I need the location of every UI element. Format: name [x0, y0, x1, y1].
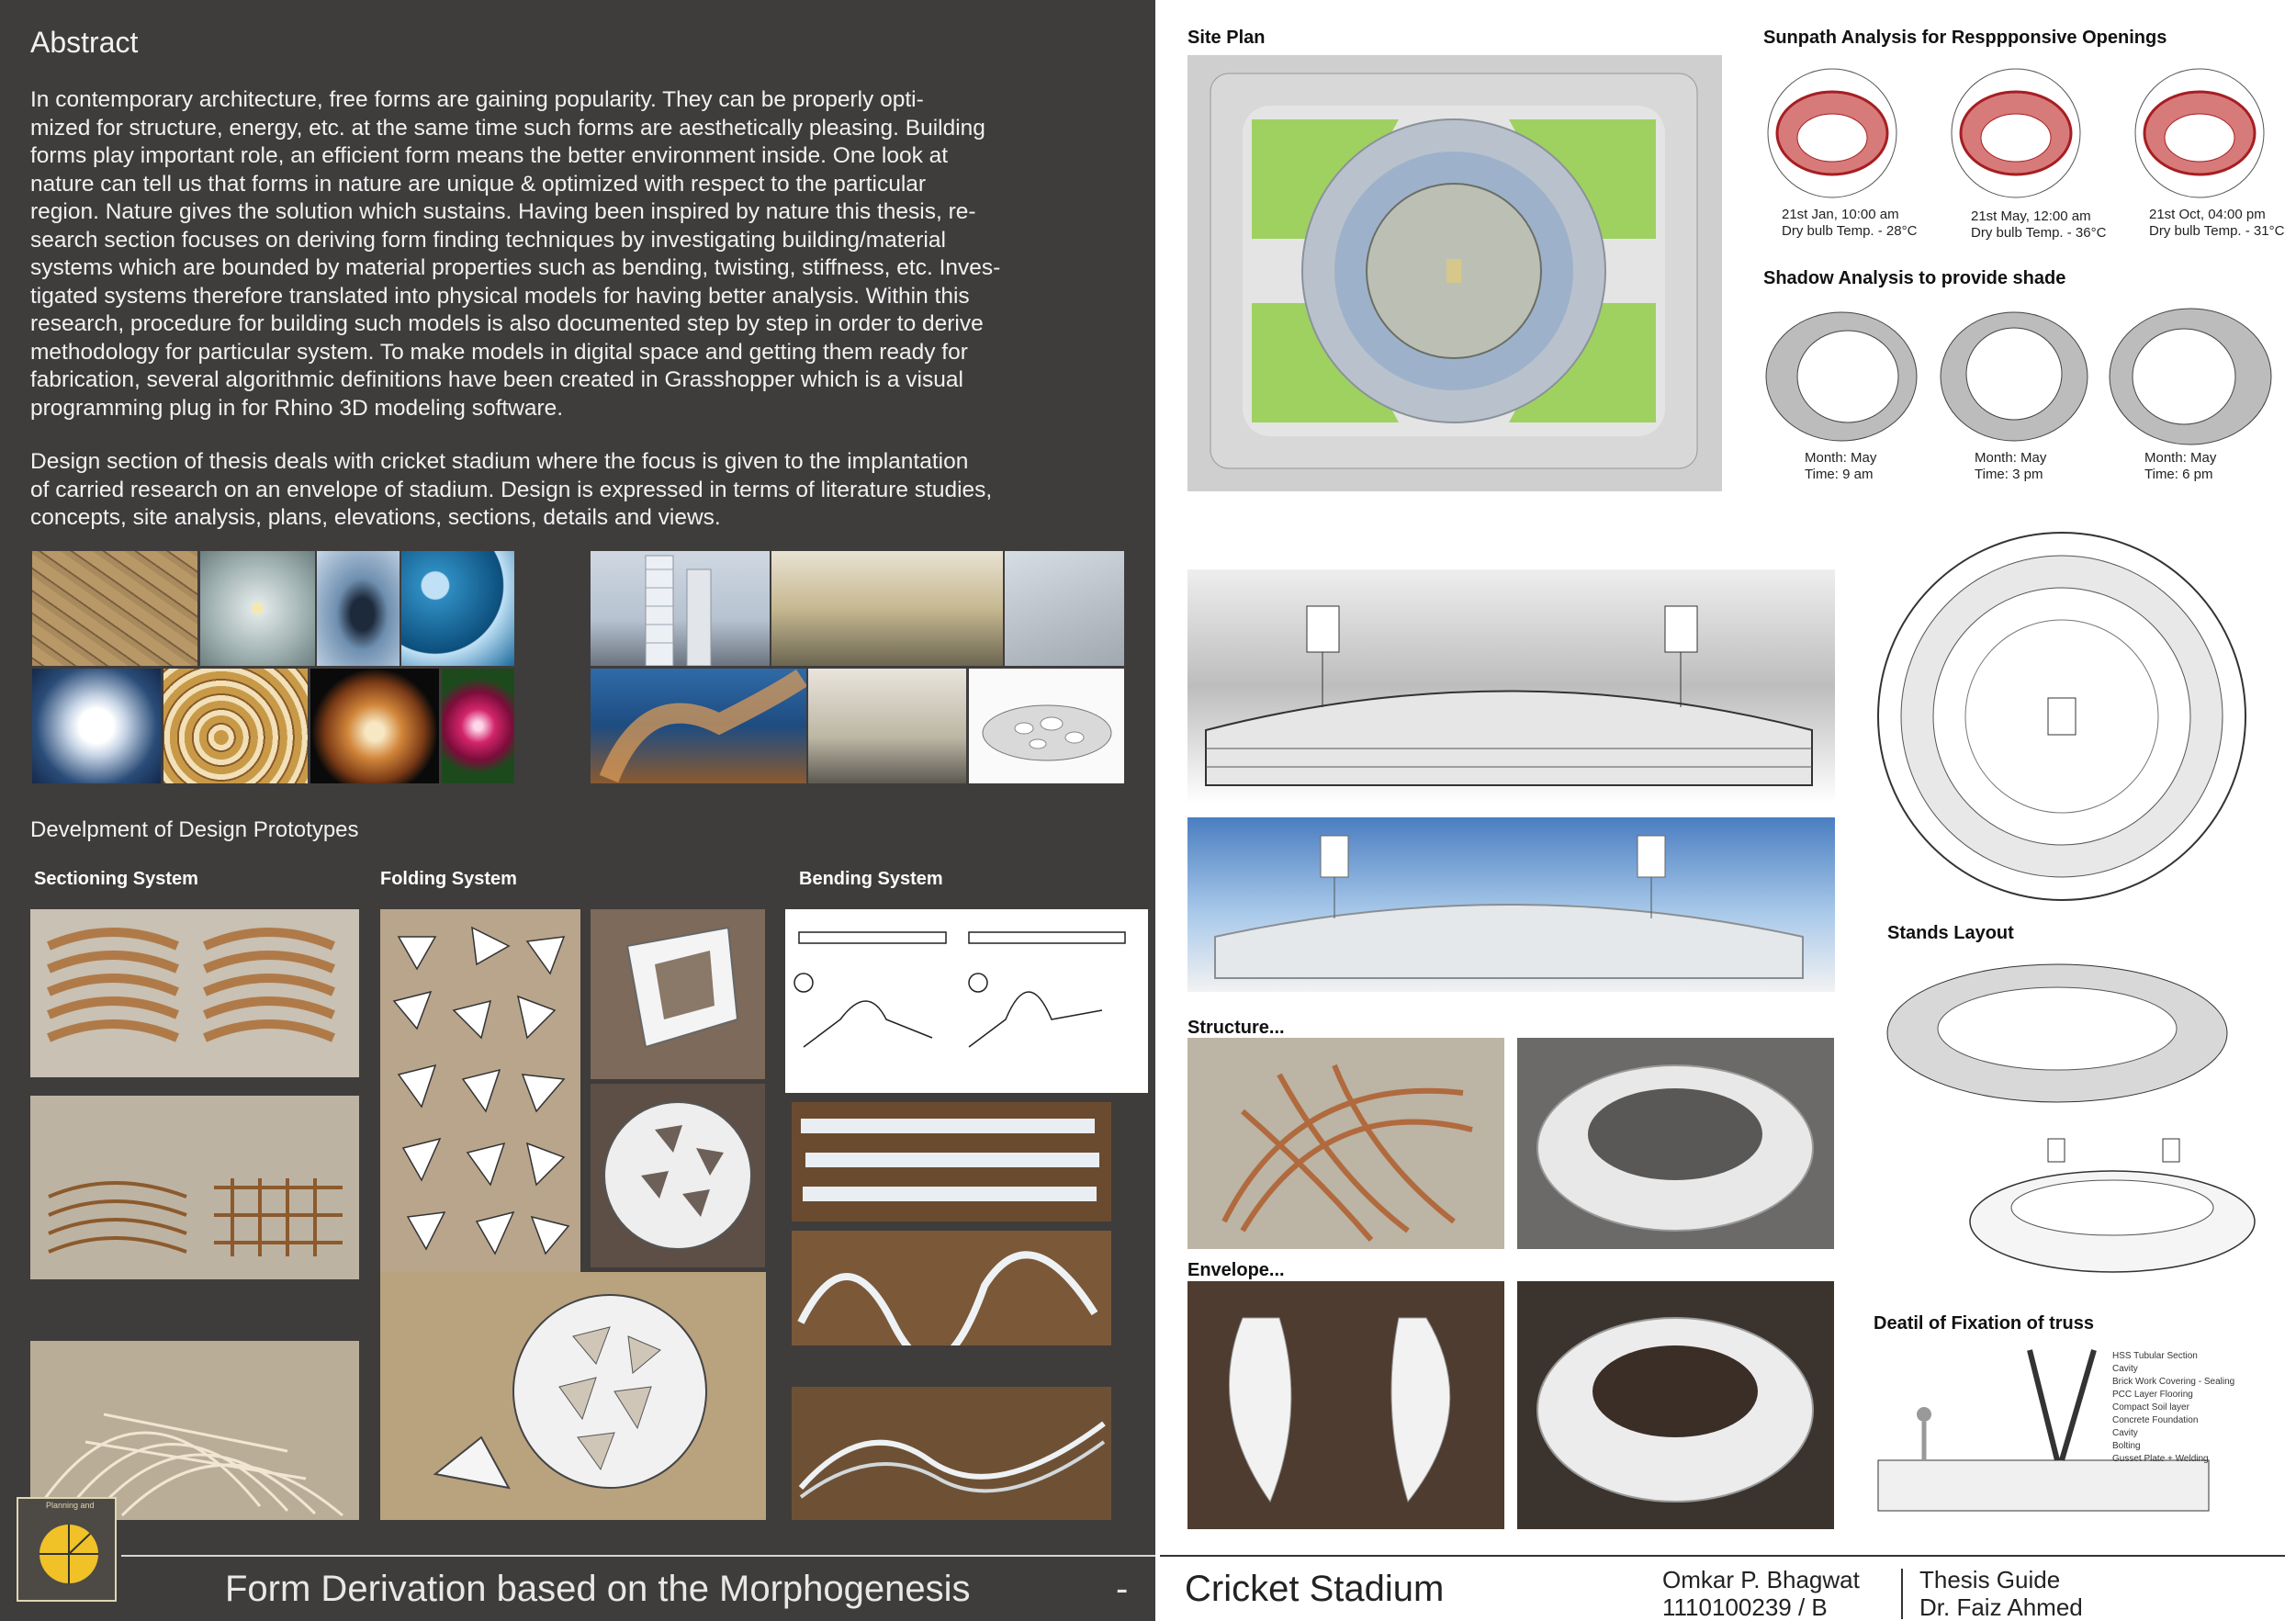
assembly-sketch	[30, 1096, 359, 1279]
elevation-color-sketch	[1187, 817, 1835, 992]
detail-label: Cavity	[2112, 1428, 2138, 1438]
logo-emblem	[18, 1499, 115, 1600]
thesis-title-left: Form Derivation based on the Morphogenesis	[225, 1569, 971, 1609]
bending-title: Bending System	[799, 869, 943, 889]
student-info	[1662, 1566, 1860, 1621]
footer-divider	[1901, 1569, 1903, 1619]
envelope-ring-sketch	[1517, 1281, 1834, 1529]
bending-strips-photo	[792, 1102, 1111, 1221]
abstract-line: methodology for particular system. To make models in digital space and getting them ready for	[30, 339, 968, 365]
footer-rule-left	[121, 1555, 1155, 1557]
abstract-line: programming plug in for Rhino 3D modeling software.	[30, 395, 564, 421]
facade-building-photo	[1005, 551, 1124, 666]
waffle-sketch	[30, 1341, 359, 1520]
prototypes-heading: Develpment of Design Prototypes	[30, 817, 359, 842]
detail-label: PCC Layer Flooring	[2112, 1390, 2193, 1400]
bending-wave-photo	[792, 1231, 1111, 1345]
dome-sketch	[380, 1272, 766, 1520]
abstract-line: region. Nature gives the solution which sustains. Having been inspired by nature this thesis, re-	[30, 199, 976, 224]
sunpath-dome-sketch	[1942, 64, 2089, 202]
shadow-ring-sketch	[2103, 303, 2278, 450]
bending-sketch	[785, 909, 1148, 1093]
abstract-line: research, procedure for building such models is also documented step by step in order to derive	[30, 311, 984, 336]
envelope-model-photo-1	[1187, 1281, 1504, 1529]
abstract-line: of carried research on an envelope of stadium. Design is expressed in terms of literature studies,	[30, 477, 993, 502]
structure-model-photo-2	[1517, 1038, 1834, 1249]
triangles-sketch	[380, 909, 580, 1272]
detail-label: Brick Work Covering - Sealing	[2112, 1377, 2235, 1387]
abstract-line: mized for structure, energy, etc. at the same time such forms are aesthetically pleasing. Building	[30, 115, 985, 141]
abstract-line: search section focuses on deriving form finding techniques by investigating building/material	[30, 227, 946, 253]
seashell-photo	[310, 669, 439, 783]
caption-time: Time: 3 pm	[1975, 467, 2043, 482]
envelope-model-photo-2	[1517, 1281, 1834, 1529]
structure-ring-sketch	[1517, 1038, 1834, 1249]
caption-time: Time: 9 am	[1805, 467, 1874, 482]
caption-temp: Dry bulb Temp. - 36°C	[1971, 225, 2107, 241]
shadow-title: Shadow Analysis to provide shade	[1763, 268, 2066, 288]
student-id: 1110100239 / B	[1662, 1593, 1828, 1621]
shadow-ring-sketch	[1936, 308, 2097, 445]
sphere-sketch	[591, 1084, 765, 1267]
detail-title: Deatil of Fixation of truss	[1874, 1313, 2095, 1334]
abstract-heading: Abstract	[30, 26, 139, 59]
cracked-earth-photo	[32, 551, 197, 666]
timber-pavilion-photo	[591, 669, 806, 783]
envelope-shells-sketch	[1187, 1281, 1504, 1529]
bending-sketch-photo	[785, 909, 1148, 1093]
structure-model-photo-1	[1187, 1038, 1504, 1249]
sectioning-waffle-photo	[30, 1341, 359, 1520]
shadow-diagram-9am	[1763, 308, 1924, 445]
towers-sketch	[591, 551, 770, 666]
abstract-line: tigated systems therefore translated into physical models for having better analysis. Within this	[30, 283, 970, 309]
shadow-ring-sketch	[1763, 308, 1924, 445]
caption-date: 21st Jan, 10:00 am	[1782, 207, 1899, 222]
dahlia-photo	[442, 669, 514, 783]
pavilion-sketch	[591, 669, 806, 783]
folding-title: Folding System	[380, 869, 517, 889]
detail-labels	[2112, 1350, 2273, 1466]
spiral-photo	[317, 551, 400, 666]
sunpath-dome-sketch	[2126, 64, 2273, 202]
shadow-diagram-3pm	[1936, 308, 2097, 445]
detail-label: Bolting	[2112, 1441, 2141, 1451]
terminal-roof-photo	[808, 669, 966, 783]
sectioning-title: Sectioning System	[34, 869, 198, 889]
detail-label: HSS Tubular Section	[2112, 1351, 2198, 1361]
bubbles-photo	[401, 551, 514, 666]
caption-month: Month: May	[1975, 450, 2047, 466]
stands-sketch	[1878, 955, 2236, 1116]
caption-date: 21st Oct, 04:00 pm	[2149, 207, 2266, 222]
model-sketch	[969, 669, 1124, 783]
nautilus-photo	[163, 669, 308, 783]
caption-date: 21st May, 12:00 am	[1971, 208, 2091, 224]
dandelion-seed-photo	[200, 551, 315, 666]
site-plan-drawing	[1187, 55, 1722, 491]
handheld-sketch	[591, 909, 765, 1079]
caption-time: Time: 6 pm	[2144, 467, 2213, 482]
sunpath-diagram-oct	[2126, 64, 2273, 202]
sectioning-strips-photo	[30, 909, 359, 1077]
strips-flat-sketch	[792, 1102, 1111, 1221]
airport-interior-photo	[771, 551, 1003, 666]
abstract-paragraph-1	[30, 86, 1128, 422]
institute-logo	[17, 1497, 117, 1602]
folding-sphere-photo	[591, 1084, 765, 1267]
elevation-sketch	[1187, 569, 1835, 804]
stands-layout-drawing	[1878, 955, 2236, 1116]
detail-label: Cavity	[2112, 1364, 2138, 1374]
student-name: Omkar P. Bhagwat	[1662, 1566, 1860, 1593]
footer-rule-right	[1160, 1555, 2285, 1557]
guide-info	[1919, 1566, 2083, 1621]
stadium-elevation-bw	[1187, 569, 1835, 804]
sectioning-assembly-photo	[30, 1096, 359, 1279]
caption-temp: Dry bulb Temp. - 28°C	[1782, 223, 1918, 239]
abstract-line: concepts, site analysis, plans, elevations, sections, details and views.	[30, 505, 721, 530]
caption-month: Month: May	[1805, 450, 1877, 466]
site-plan-sketch	[1187, 55, 1722, 491]
strips-sketch	[30, 909, 359, 1077]
sunpath-caption-2	[1971, 208, 2106, 242]
shadow-caption-3	[2144, 450, 2216, 483]
title-dash: -	[1116, 1569, 1129, 1609]
stands-title: Stands Layout	[1887, 923, 2014, 943]
folding-triangles-photo	[380, 909, 580, 1272]
site-plan-title: Site Plan	[1187, 28, 1266, 48]
plan-sketch	[1874, 523, 2250, 909]
abstract-line: In contemporary architecture, free forms are gaining popularity. They can be properly opti-	[30, 87, 924, 112]
abstract-line: nature can tell us that forms in nature are unique & optimized with respect to the particular	[30, 171, 927, 197]
sunpath-diagram-may	[1942, 64, 2089, 202]
structure-title: Structure...	[1187, 1018, 1285, 1038]
shadow-caption-2	[1975, 450, 2046, 483]
twisted-towers-photo	[591, 551, 770, 666]
detail-label: Gusset Plate + Welding	[2112, 1454, 2209, 1464]
logo-text: Planning and	[46, 1501, 95, 1510]
stadium-3d-view	[1961, 1120, 2264, 1277]
sunpath-caption-3	[2149, 207, 2284, 240]
coral-photo	[32, 669, 161, 783]
detail-label: Concrete Foundation	[2112, 1415, 2199, 1425]
twist-sketch	[792, 1387, 1111, 1520]
caption-month: Month: May	[2144, 450, 2217, 466]
wave-sketch	[792, 1231, 1111, 1345]
bending-twist-photo	[792, 1387, 1111, 1520]
abstract-line: forms play important role, an efficient form means the better environment inside. One look at	[30, 143, 949, 168]
stadium-elevation-color	[1187, 817, 1835, 992]
envelope-title: Envelope...	[1187, 1260, 1285, 1280]
stadium-plan-drawing	[1874, 523, 2250, 909]
abstract-line: fabrication, several algorithmic definitions have been created in Grasshopper which is a visual	[30, 367, 963, 392]
structure-ribs-sketch	[1187, 1038, 1504, 1249]
shadow-diagram-6pm	[2103, 303, 2278, 450]
shadow-caption-1	[1805, 450, 1876, 483]
stadium-3d-sketch	[1961, 1120, 2264, 1277]
detail-label: Compact Soil layer	[2112, 1402, 2189, 1413]
folding-dome-photo	[380, 1272, 766, 1520]
abstract-paragraph-2	[30, 448, 1128, 533]
abstract-line: systems which are bounded by material properties such as bending, twisting, stiffness, etc. Inves-	[30, 255, 1001, 280]
caption-temp: Dry bulb Temp. - 31°C	[2149, 223, 2285, 239]
sunpath-dome-sketch	[1759, 64, 1906, 202]
guide-name: Dr. Faiz Ahmed	[1919, 1593, 2083, 1621]
thesis-title-right: Cricket Stadium	[1185, 1569, 1445, 1609]
parametric-model-photo	[969, 669, 1124, 783]
sunpath-caption-1	[1782, 207, 1917, 240]
folding-handheld-photo	[591, 909, 765, 1079]
guide-label: Thesis Guide	[1919, 1566, 2061, 1593]
sunpath-title: Sunpath Analysis for Resppponsive Openings	[1763, 28, 2167, 48]
sunpath-diagram-jan	[1759, 64, 1906, 202]
abstract-line: Design section of thesis deals with cricket stadium where the focus is given to the implantation	[30, 449, 969, 474]
